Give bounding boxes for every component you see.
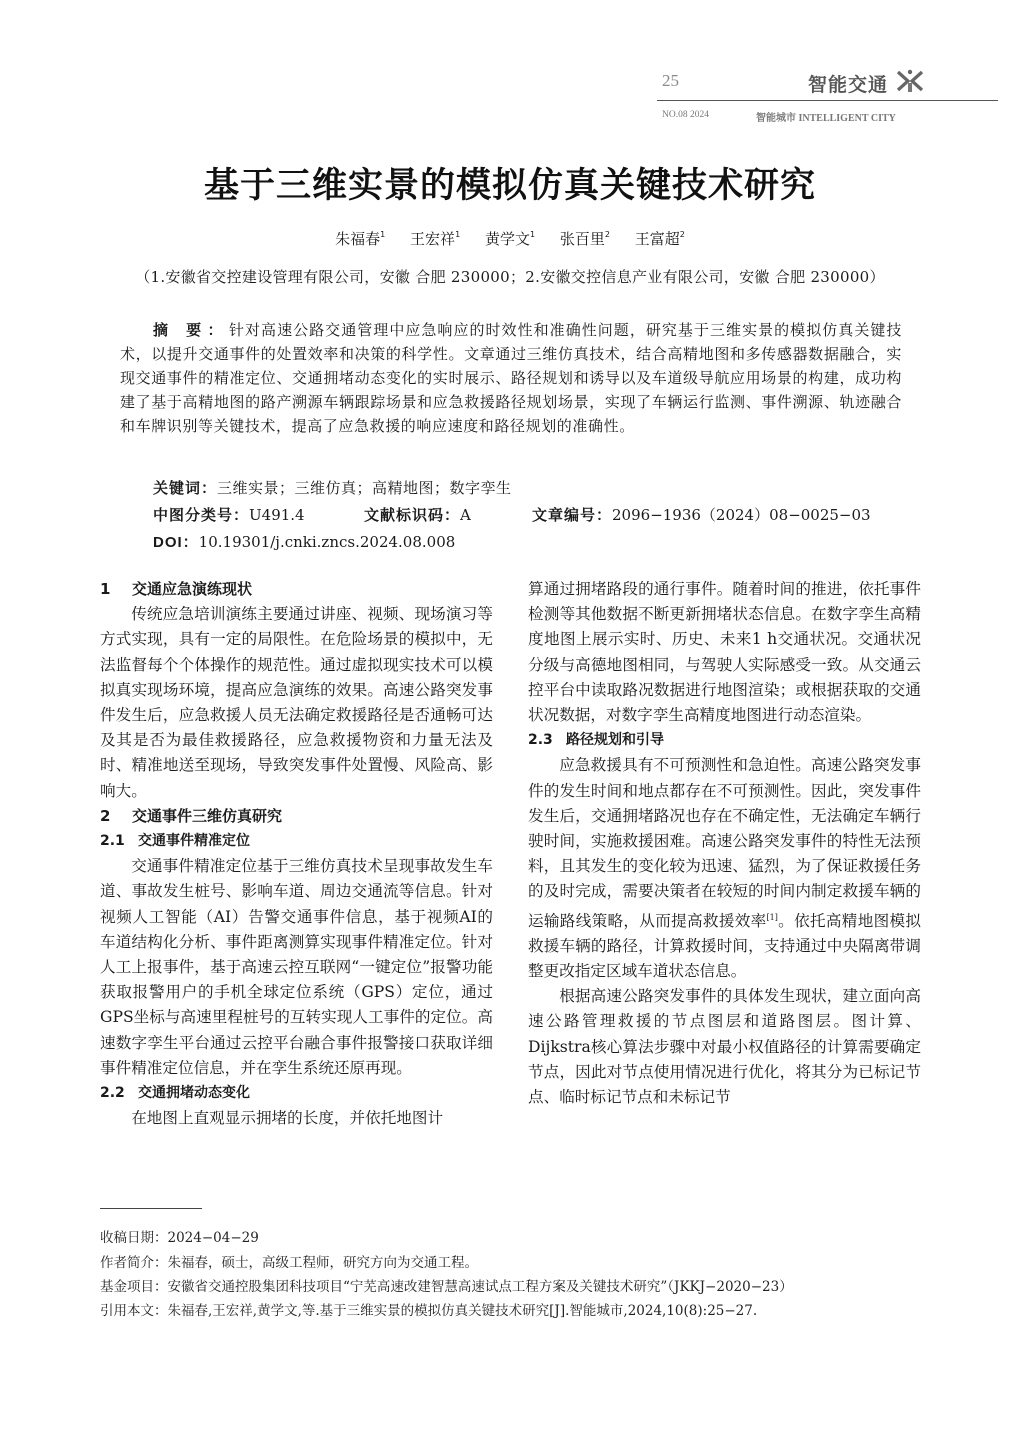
abstract xyxy=(120,318,902,438)
abstract-label: 摘 要： xyxy=(153,321,229,339)
page-number: 25 xyxy=(662,71,679,90)
paper-title: 基于三维实景的模拟仿真关键技术研究 xyxy=(203,166,816,206)
issue-number: NO.08 2024 xyxy=(662,110,709,120)
clc-number: 中图分类号：U491.4 xyxy=(153,506,305,524)
keywords-text: 三维实景；三维仿真；高精地图；数字孪生 xyxy=(217,479,512,497)
footnote-rule xyxy=(100,1208,202,1209)
subsection-heading-2-3: 2.3 路径规划和引导 xyxy=(528,732,664,749)
footnote-fund: 基金项目：安徽省交通控股集团科技项目“宁芜高速改建智慧高速试点工程方案及关键技术研究”（JKKJ−2020−23） xyxy=(100,1279,793,1295)
article-number: 文章编号：2096−1936（2024）08−0025−03 xyxy=(532,506,871,524)
paragraph: 在地图上直观显示拥堵的长度，并依托地图计 xyxy=(131,1109,444,1128)
journal-logo-icon xyxy=(896,68,924,94)
footnote-author-bio: 作者简介：朱福春，硕士，高级工程师，研究方向为交通工程。 xyxy=(100,1255,478,1271)
section-heading-1: 1 交通应急演练现状 xyxy=(100,580,253,598)
author: 朱福春$^1$ xyxy=(335,230,386,248)
journal-series: 智能城市 INTELLIGENT CITY xyxy=(756,113,896,124)
paragraph: 根据高速公路突发事件的具体发生现状，建立面向高速公路管理救援的节点图层和道路图层。图计算、Dijkstra核心算法步骤中对最小权值路径的计算需要确定节点，因此对节点使用情况进行优化，将其分为已标记节点、临时标记节点和未标记节 xyxy=(528,987,921,1107)
journal-brand: 智能交通 xyxy=(808,74,889,96)
paragraph: 应急救援具有不可预测性和急迫性。高速公路突发事件的发生时间和地点都存在不可预测性。因此，突发事件发生后，交通拥堵路况也存在不确定性，无法确定车辆行驶时间，实施救援困难。高速公路突发事件的特性无法预料，且其发生的变化较为迅速、猛烈，为了保证救援任务的及时完成，需要决策者在较短的时间内制定救援车辆的运输路线策略，从而提高救援效率[1]。依托高精地图模拟救援车辆的路径，计算救援时间，支持通过中央隔离带调整更改指定区域车道状态信息。 xyxy=(528,756,921,981)
keywords-label: 关键词： xyxy=(153,479,218,497)
body-left-column xyxy=(100,577,493,1131)
author: 王富超$^2$ xyxy=(634,230,685,248)
subsection-heading-2-1: 2.1 交通事件精准定位 xyxy=(100,833,250,850)
header-rule xyxy=(657,100,998,101)
paragraph: 传统应急培训演练主要通过讲座、视频、现场演习等方式实现，具有一定的局限性。在危险场景的模拟中，无法监督每个个体操作的规范性。通过虚拟现实技术可以模拟真实现场环境，提高应急演练的效果。高速公路突发事件发生后，应急救援人员无法确定救援路径是否通畅可达及其是否为最佳救援路径，应急救援物资和力量无法及时、精准地送至现场，导致突发事件处置慢、风险高、影响大。 xyxy=(100,605,493,800)
abstract-text: 针对高速公路交通管理中应急响应的时效性和准确性问题，研究基于三维实景的模拟仿真关键技术，以提升交通事件的处置效率和决策的科学性。文章通过三维仿真技术，结合高精地图和多传感器数据融合，实现交通事件的精准定位、交通拥堵动态变化的实时展示、路径规划和诱导以及车道级导航应用场景的构建，成功构建了基于高精地图的路产溯源车辆跟踪场景和应急救援路径规划场景，实现了车辆运行监测、事件溯源、轨迹融合和车牌识别等关键技术，提高了应急救援的响应速度和路径规划的准确性。 xyxy=(120,321,902,435)
body-right-column xyxy=(528,577,921,1110)
paragraph: 交通事件精准定位基于三维仿真技术呈现事故发生车道、事故发生桩号、影响车道、周边交通流等信息。针对视频人工智能（AI）告警交通事件信息，基于视频AI的车道结构化分析、事件距离测算实现事件精准定位。针对人工上报事件，基于高速云控互联网“一键定位”报警功能获取报警用户的手机全球定位系统（GPS）定位，通过GPS坐标与高速里程桩号的互转实现人工事件的定位。高速数字孪生平台通过云控平台融合事件报警接口获取详细事件精准定位信息，并在孪生系统还原再现。 xyxy=(100,857,493,1077)
keywords xyxy=(153,477,512,498)
author: 张百里$^2$ xyxy=(559,230,610,248)
footnote-received: 收稿日期：2024−04−29 xyxy=(100,1230,259,1246)
citation-ref: [1] xyxy=(766,912,778,922)
paragraph-continued: 算通过拥堵路段的通行事件。随着时间的推进，依托事件检测等其他数据不断更新拥堵状态信息。在数字孪生高精度地图上展示实时、历史、未来1 h交通状况。交通状况分级与高德地图相同，与驾驶人实际感受一致。从交通云控平台中读取路况数据进行地图渲染；或根据获取的交通状况数据，对数字孪生高精度地图进行动态渲染。 xyxy=(528,580,921,725)
document-code: 文献标识码：A xyxy=(364,506,471,524)
affiliation: （1.安徽省交控建设管理有限公司，安徽 合肥 230000；2.安徽交控信息产业有限公司，安徽 合肥 230000） xyxy=(135,268,885,286)
author: 黄学文$^1$ xyxy=(484,230,536,248)
author: 王宏祥$^1$ xyxy=(410,230,461,248)
doi: DOI：10.19301/j.cnki.zncs.2024.08.008 xyxy=(153,533,456,551)
subsection-heading-2-2: 2.2 交通拥堵动态变化 xyxy=(100,1085,250,1102)
section-heading-2: 2 交通事件三维仿真研究 xyxy=(100,806,283,825)
author-list xyxy=(0,228,1020,249)
footnote-citation: 引用本文：朱福春,王宏祥,黄学文,等.基于三维实景的模拟仿真关键技术研究[J].智能城市,2024,10(8):25−27. xyxy=(100,1303,758,1319)
